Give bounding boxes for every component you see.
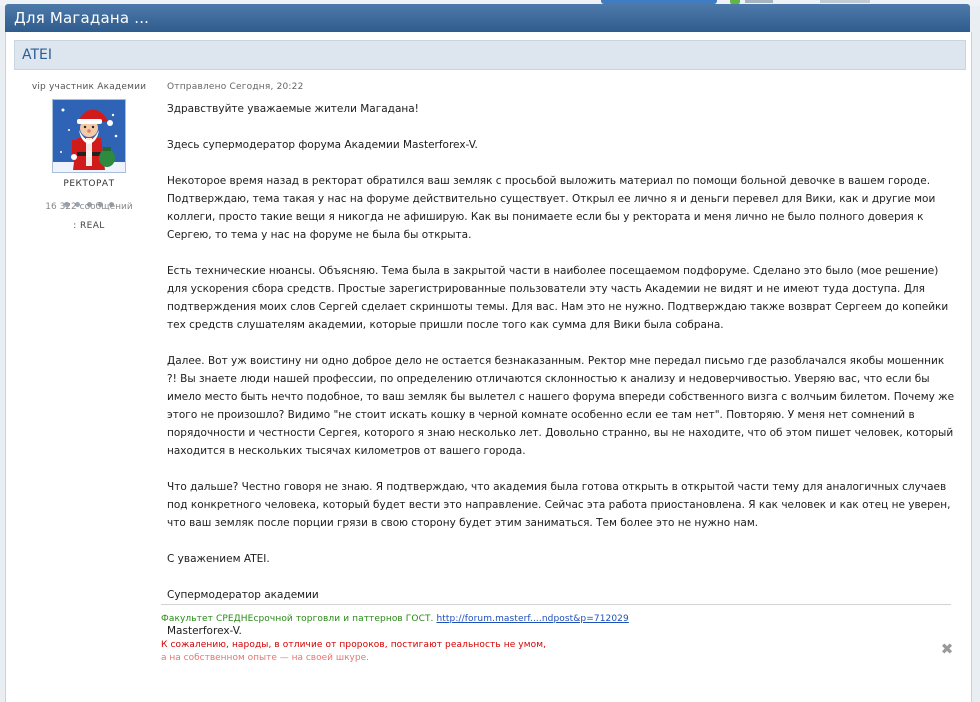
browser-tab-inactive[interactable] bbox=[820, 0, 870, 3]
post-paragraph: Здравствуйте уважаемые жители Магадана! bbox=[167, 103, 419, 115]
post-body bbox=[167, 82, 957, 658]
rank-pips bbox=[14, 192, 164, 199]
post-paragraph: С уважением ATEI. bbox=[167, 553, 270, 565]
post-header bbox=[14, 40, 966, 70]
avatar[interactable] bbox=[52, 99, 126, 173]
topic-title-bar bbox=[5, 4, 970, 32]
post-paragraph: Некоторое время назад в ректорат обратился ваш земляк с просьбой выложить материал по помощи больной девочке в вашем городе. Подтверждаю, тема такая у нас на форуме действительно существует. Открыл ее лично я и деньги перевел для Вики, как и другие мои коллеги, просто такие вещи я никогда не афиширую. Как вы понимаете если бы у ректората и меня лично не было полного доверия к Сергею, то тема у нас на форуме не была бы открыта. bbox=[167, 175, 936, 241]
post-date: Отправлено Сегодня, 20:22 bbox=[167, 82, 304, 92]
santa-claus-avatar-icon bbox=[53, 100, 125, 172]
post-author-link[interactable]: ATEI bbox=[22, 47, 53, 63]
signature-quote-continued: а на собственном опыте — на своей шкуре. bbox=[161, 653, 369, 663]
signature bbox=[161, 604, 951, 663]
signature-faculty-text: Факультет СРЕДНЕсрочной торговли и паттернов ГОСТ. bbox=[161, 614, 434, 624]
author-post-count: 16 322 сообщений bbox=[45, 202, 133, 212]
post-paragraph: Далее. Вот уж воистину ни одно доброе дело не остается безнаказанным. Ректор мне передал письмо где разоблачался якобы мошенник ?! Вы знаете люди нашей профессии, по определению отличаются склонностью к анализу и недоверчивостью. Уверяю вас, что если бы имело место быть нечто подобное, то ваш земляк бы вылетел с нашего форума впереди собственного визга с волчьим билетом. Почему же этого не произошло? Видимо "не стоит искать кошку в черной комнате особенно если ее там нет". Повторяю. У меня нет сомнений в порядочности и честности Сергея, которого я знаю несколько лет. Довольно странно, вы не находите, что об этом пишет человек, который находится в нескольких тысячах километров от вашего города. bbox=[167, 355, 955, 457]
signature-faculty bbox=[161, 614, 951, 624]
author-group: РЕКТОРАТ bbox=[63, 179, 115, 189]
post-paragraph: Супермодератор академии bbox=[167, 589, 319, 601]
author-role-title: vip участник Академии bbox=[31, 82, 147, 92]
post-text bbox=[167, 100, 957, 640]
signature-quote: К сожалению, народы, в отличие от пророков, постигают реальность не умом, bbox=[161, 640, 547, 650]
post-panel bbox=[5, 32, 972, 702]
post-paragraph: Есть технические нюансы. Объясняю. Тема была в закрытой части в наиболее посещаемом подфоруме. Сделано это было (мое решение) для ускорения сбора средств. Простые зарегистрированные пользователи эту часть Академии не видят и не имеют туда доступа. Для подтверждения моих слов Сергей сделает скриншоты темы. Для вас. Нам это не нужно. Подтверждаю также возврат Сергеем до копейки тех средств слушателям академии, которые пришли после того как сумма для Вики была собрана. bbox=[167, 265, 949, 331]
browser-tab-inactive[interactable] bbox=[745, 0, 773, 3]
signature-link[interactable]: http://forum.masterf....ndpost&p=712029 bbox=[436, 614, 629, 624]
close-icon[interactable]: ✖ bbox=[940, 640, 954, 658]
topic-title: Для Магадана ... bbox=[14, 9, 150, 27]
post-paragraph: Что дальше? Честно говоря не знаю. Я подтверждаю, что академия была готова открыть в открытой части тему для аналогичных случаев под конкретного человека, который будет вести это направление. Сейчас эта работа приостановлена. Я как человек и как отец не уверен, что ваш земляк после порции грязи в свою сторону будет этим заниматься. Тем более это не нужно нам. bbox=[167, 481, 951, 529]
author-info bbox=[14, 82, 164, 231]
post-paragraph: Здесь супермодератор форума Академии Masterforex-V. bbox=[167, 139, 478, 151]
post-paragraph: Masterforex-V. bbox=[167, 625, 242, 637]
author-extra: : REAL bbox=[73, 221, 105, 231]
